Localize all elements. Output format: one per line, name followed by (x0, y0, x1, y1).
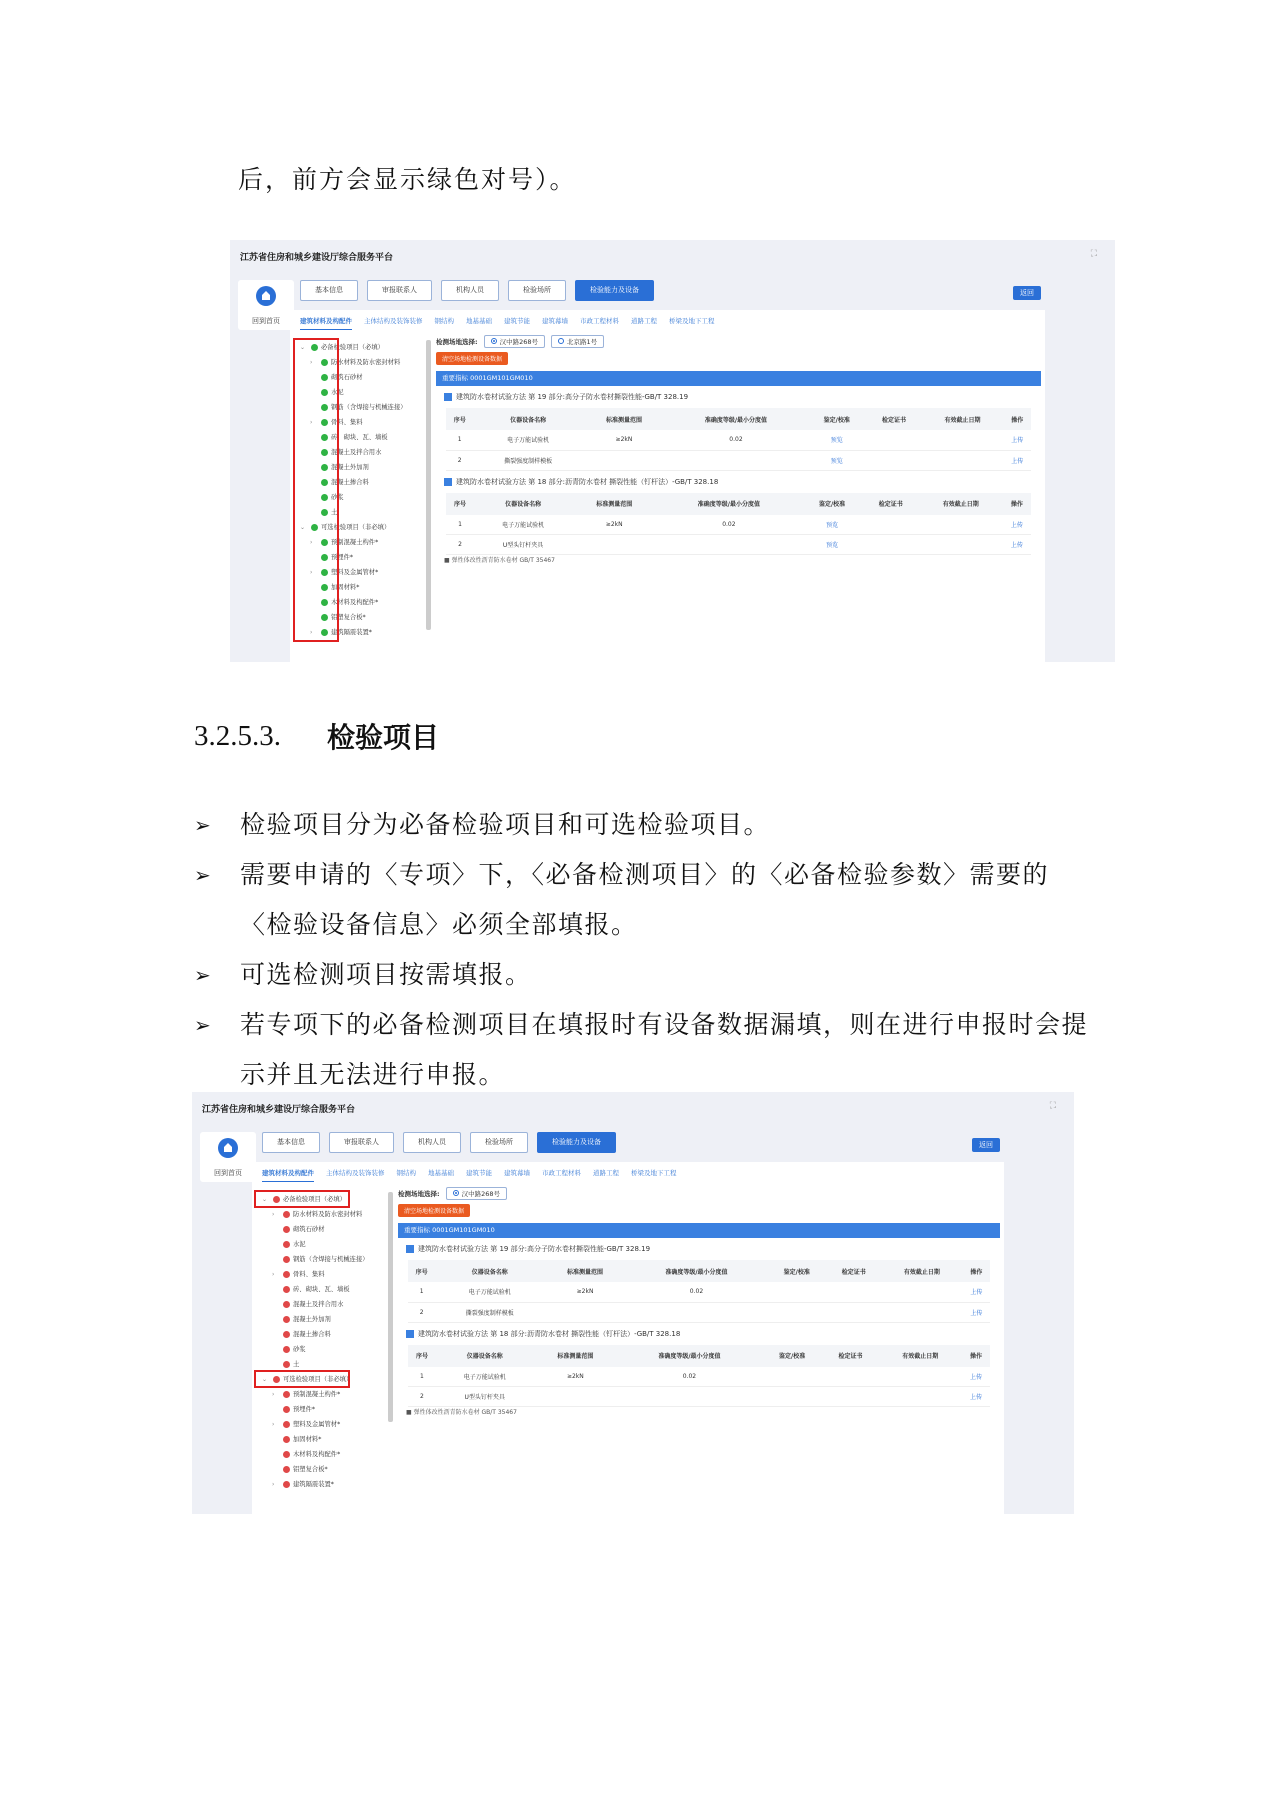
next-standard: ■ 弹性体改性沥青防水卷材 GB/T 35467 (444, 557, 555, 564)
upload-link[interactable]: 上传 (1003, 535, 1031, 555)
column-header: 序号 (408, 1345, 436, 1367)
error-icon (283, 1211, 290, 1218)
error-icon (283, 1436, 290, 1443)
tree-item[interactable] (262, 1252, 387, 1267)
home-button[interactable] (200, 1132, 256, 1182)
list-icon (444, 393, 452, 401)
column-header: 检定证书 (863, 493, 919, 515)
tree-item-label: 砌筑石砂材 (331, 374, 363, 381)
tree-item-label: 钢筋（含焊接与机械连接） (293, 1256, 369, 1263)
preview-link[interactable]: 预览 (802, 535, 863, 555)
error-icon (283, 1361, 290, 1368)
table-cell: 0.02 (617, 1367, 762, 1387)
column-header: 鉴定/校准 (762, 1345, 823, 1367)
error-icon (283, 1271, 290, 1278)
bullet-item: ➢ 可选检测项目按需填报。 (194, 950, 1094, 1000)
subtab-energy[interactable]: 建筑节能 (466, 1169, 492, 1177)
standard-title: 建筑防水卷材试验方法 第 18 部分:沥青防水卷材 撕裂性能（钉杆法）-GB/T 328.18 (436, 471, 1041, 493)
column-header: 鉴定/校准 (807, 408, 867, 430)
table-cell (826, 1282, 880, 1302)
table-cell: 1 (408, 1367, 436, 1387)
chevron-icon[interactable]: › (310, 569, 313, 576)
subtab-bridge[interactable]: 桥梁及地下工程 (669, 317, 715, 325)
preview-link[interactable]: 预览 (802, 515, 863, 535)
column-header: 序号 (408, 1260, 435, 1282)
column-header: 仪器设备名称 (473, 408, 583, 430)
table-cell (534, 1387, 618, 1407)
column-header: 准确度等级/最小分度值 (665, 408, 807, 430)
tree-item-label: 塑料及金属管材* (293, 1421, 341, 1428)
table-cell (767, 1282, 826, 1302)
clear-data-button[interactable]: 清空场地检测设备数据 (398, 1204, 470, 1217)
table-cell (867, 430, 922, 450)
site-option-1[interactable]: 汉中路268号 (484, 335, 545, 348)
home-label: 回到首页 (252, 317, 280, 325)
tree-item-label: 预制混凝土构件* (331, 539, 379, 546)
chevron-icon[interactable]: › (310, 359, 313, 366)
chevron-icon[interactable]: ⌄ (300, 344, 306, 351)
column-header: 准确度等级/最小分度值 (617, 1345, 762, 1367)
tree-item-label: 砖、砌块、瓦、墙板 (293, 1286, 350, 1293)
subtab-curtain-wall[interactable]: 建筑幕墙 (504, 1169, 530, 1177)
list-icon (444, 478, 452, 486)
equipment-table (408, 1345, 990, 1408)
column-header: 鉴定/校准 (767, 1260, 826, 1282)
tree-item-label: 预埋件* (331, 554, 354, 561)
tree-item[interactable] (262, 1342, 387, 1357)
tree-item-label: 必备检验项目（必填） (321, 344, 384, 351)
preview-link[interactable]: 预览 (807, 430, 867, 450)
table-cell: 0.02 (665, 430, 807, 450)
table-cell (665, 450, 807, 470)
tree-item-label: 加固材料* (331, 584, 360, 591)
tab-contact[interactable]: 审报联系人 (367, 280, 432, 301)
table-cell: U型头钉杆夹具 (436, 1387, 534, 1407)
subtab-municipal[interactable]: 市政工程材料 (580, 317, 619, 325)
error-icon (283, 1406, 290, 1413)
chevron-icon[interactable]: › (272, 1391, 275, 1398)
chevron-icon[interactable]: › (272, 1421, 275, 1428)
tab-staff[interactable]: 机构人员 (441, 280, 499, 301)
bullet-list (194, 800, 1094, 1100)
tree-item[interactable] (262, 1462, 387, 1477)
error-icon (283, 1301, 290, 1308)
tree-item[interactable] (262, 1222, 387, 1237)
error-icon (283, 1421, 290, 1428)
tab-contact[interactable]: 审报联系人 (329, 1132, 394, 1153)
column-header: 标准测量范围 (544, 1260, 626, 1282)
tree-item[interactable] (262, 1477, 387, 1492)
table-cell (881, 1302, 963, 1322)
tree-item-label: 建筑隔震装置* (331, 629, 372, 636)
table-cell (544, 1302, 626, 1322)
standard-title: 建筑防水卷材试验方法 第 18 部分:沥青防水卷材 撕裂性能（钉杆法）-GB/T 328.18 (398, 1323, 1000, 1345)
tree-item[interactable] (262, 1267, 387, 1282)
table-cell: ≥2kN (583, 430, 665, 450)
chevron-icon[interactable]: ⌄ (300, 524, 306, 531)
home-icon (218, 1138, 238, 1158)
arrow-icon: ➢ (194, 863, 213, 887)
column-header: 有效截止日期 (919, 493, 1003, 515)
tab-site[interactable]: 检验场所 (508, 280, 566, 301)
expand-icon[interactable]: ⛶ (1049, 1101, 1056, 1111)
error-icon (283, 1391, 290, 1398)
tree-item-label: 木材料及构配件* (331, 599, 379, 606)
subtab-foundation[interactable]: 地基基础 (428, 1169, 454, 1177)
site-label: 检测场地选择: (398, 1189, 440, 1198)
chevron-icon[interactable]: ⌄ (262, 1196, 268, 1203)
table-cell (762, 1367, 823, 1387)
subtab-building-materials[interactable]: 建筑材料及构配件 (262, 1168, 314, 1182)
tree-item[interactable] (262, 1432, 387, 1447)
subtab-bridge[interactable]: 桥梁及地下工程 (631, 1169, 677, 1177)
error-icon (283, 1481, 290, 1488)
subtab-curtain-wall[interactable]: 建筑幕墙 (542, 317, 568, 325)
table-cell: 撕裂强度制样模板 (435, 1302, 544, 1322)
screenshot-2 (192, 1092, 1074, 1514)
column-header: 操作 (962, 1345, 990, 1367)
content-panel (252, 1162, 1004, 1514)
table-cell (626, 1302, 767, 1322)
platform-title: 江苏省住房和城乡建设厅综合服务平台 (240, 252, 394, 263)
error-icon (283, 1286, 290, 1293)
tree-item-label: 骨料、集料 (293, 1271, 325, 1278)
tree-item-label: 预制混凝土构件* (293, 1391, 341, 1398)
upload-link[interactable]: 上传 (962, 1387, 990, 1407)
column-header: 鉴定/校准 (802, 493, 863, 515)
column-header: 有效截止日期 (921, 408, 1003, 430)
top-tabs (262, 1132, 616, 1153)
arrow-icon: ➢ (194, 813, 213, 837)
tree-item-label: 砂浆 (293, 1346, 306, 1353)
table-cell (863, 515, 919, 535)
sub-tabs (262, 1168, 677, 1182)
bullet-item: ➢ 检验项目分为必备检验项目和可选检验项目。 (194, 800, 1094, 850)
tree-item[interactable] (262, 1282, 387, 1297)
subtab-building-materials[interactable]: 建筑材料及构配件 (300, 316, 352, 330)
tree-item-label: 混凝土掺合料 (331, 479, 369, 486)
error-icon (283, 1346, 290, 1353)
tree-item-label: 木材料及构配件* (293, 1451, 341, 1458)
standard-title: 建筑防水卷材试验方法 第 19 部分:高分子防水卷材撕裂性能-GB/T 328.19 (436, 386, 1041, 408)
intro-line: 后，前方会显示绿色对号）。 (238, 165, 577, 194)
table-cell: U型头钉杆夹具 (474, 535, 572, 555)
table-cell: ≥2kN (572, 515, 656, 535)
table-cell: 0.02 (656, 515, 801, 535)
tree-item[interactable] (262, 1297, 387, 1312)
tree-item-label: 砖、砌块、瓦、墙板 (331, 434, 388, 441)
tree-item-label: 防水材料及防水密封材料 (293, 1211, 363, 1218)
error-icon (283, 1466, 290, 1473)
table-cell (617, 1387, 762, 1407)
tab-staff[interactable]: 机构人员 (403, 1132, 461, 1153)
tree-scrollbar[interactable] (388, 1192, 393, 1422)
table-row (408, 1367, 990, 1387)
arrow-icon: ➢ (194, 1013, 213, 1037)
table-row (446, 430, 1031, 450)
tree-item[interactable] (262, 1387, 387, 1402)
top-tabs (300, 280, 654, 301)
table-cell: 2 (446, 450, 473, 470)
tree-item-label: 砌筑石砂材 (293, 1226, 325, 1233)
column-header: 标准测量范围 (583, 408, 665, 430)
tab-site[interactable]: 检验场所 (470, 1132, 528, 1153)
site-option-2[interactable]: 北京路1号 (551, 335, 604, 348)
error-icon (283, 1451, 290, 1458)
clear-data-button[interactable]: 清空场地检测设备数据 (436, 352, 508, 365)
tree-item[interactable] (262, 1312, 387, 1327)
table-cell (823, 1367, 879, 1387)
tree-item-label: 可选检验项目（非必填） (321, 524, 391, 531)
tab-capability[interactable]: 检验能力及设备 (575, 280, 654, 301)
highlight-box-required (254, 1190, 350, 1208)
tree-item[interactable] (262, 1447, 387, 1462)
column-header: 准确度等级/最小分度值 (656, 493, 801, 515)
table-cell (921, 430, 1003, 450)
section-number: 3.2.5.3. (194, 719, 281, 752)
tree-item[interactable] (262, 1327, 387, 1342)
tree-item-label: 塑料及金属管材* (331, 569, 379, 576)
subtab-energy[interactable]: 建筑节能 (504, 317, 530, 325)
column-header: 序号 (446, 493, 474, 515)
chevron-icon[interactable]: › (310, 539, 313, 546)
table-cell (826, 1302, 880, 1322)
tree-item-label: 水泥 (331, 389, 344, 396)
screenshot-1 (230, 240, 1115, 662)
tree-item[interactable] (262, 1417, 387, 1432)
standard-title: 建筑防水卷材试验方法 第 19 部分:高分子防水卷材撕裂性能-GB/T 328.19 (398, 1238, 1000, 1260)
table-cell: 2 (408, 1387, 436, 1407)
table-cell (762, 1387, 823, 1407)
chevron-icon[interactable]: › (272, 1211, 275, 1218)
tree-item[interactable] (262, 1237, 387, 1252)
table-cell: 2 (408, 1302, 435, 1322)
chevron-icon[interactable]: › (272, 1271, 275, 1278)
upload-link[interactable]: 上传 (1003, 515, 1031, 535)
site-selector (398, 1186, 1000, 1200)
column-header: 标准测量范围 (534, 1345, 618, 1367)
subtab-steel[interactable]: 钢结构 (396, 1169, 416, 1177)
table-cell (921, 450, 1003, 470)
upload-link[interactable]: 上传 (963, 1282, 990, 1302)
tree-scrollbar[interactable] (426, 340, 431, 630)
subtab-municipal[interactable]: 市政工程材料 (542, 1169, 581, 1177)
tree-item-label: 钢筋（含焊接与机械连接） (331, 404, 407, 411)
content-panel (290, 310, 1045, 662)
subtab-structure[interactable]: 主体结构及装饰装修 (364, 317, 423, 325)
tree-item-label: 可选检验项目（非必填） (283, 1376, 353, 1383)
table-cell: 电子万能试验机 (473, 430, 583, 450)
chevron-icon[interactable]: › (272, 1481, 275, 1488)
list-icon (406, 1330, 414, 1338)
tree-item-label: 铝塑复合板* (293, 1466, 328, 1473)
tree-item[interactable] (262, 1207, 387, 1222)
bullet-item: ➢ 若专项下的必备检测项目在填报时有设备数据漏填，则在进行申报时会提示并且无法进行申报。 (194, 1000, 1094, 1100)
table-row (408, 1282, 990, 1302)
code-bar: 重要指标 0001GM101GM010 (436, 371, 1041, 386)
tree-item[interactable] (262, 1402, 387, 1417)
tree-item-label: 土 (293, 1361, 300, 1368)
chevron-icon[interactable]: › (310, 629, 313, 636)
column-header: 有效截止日期 (878, 1345, 962, 1367)
bullet-item: ➢ 需要申请的〈专项〉下，〈必备检测项目〉的〈必备检验参数〉需要的〈检验设备信息〉必须全部填报。 (194, 850, 1094, 950)
arrow-icon: ➢ (194, 963, 213, 987)
table-cell: 电子万能试验机 (435, 1282, 544, 1302)
tree-item-label: 必备检验项目（必填） (283, 1196, 346, 1203)
tree-item-label: 混凝土外加剂 (293, 1316, 331, 1323)
tree-item-label: 骨料、集料 (331, 419, 363, 426)
detail-area (398, 1186, 1000, 1514)
tree-item-label: 建筑隔震装置* (293, 1481, 334, 1488)
tab-capability[interactable]: 检验能力及设备 (537, 1132, 616, 1153)
radio-checked-icon (491, 338, 497, 344)
column-header: 准确度等级/最小分度值 (626, 1260, 767, 1282)
highlight-box (293, 338, 339, 642)
table-cell (867, 450, 922, 470)
tree-item-label: 混凝土外加剂 (331, 464, 369, 471)
highlight-box-optional (254, 1370, 353, 1388)
column-header: 序号 (446, 408, 473, 430)
section-heading (194, 716, 439, 756)
table-cell (823, 1387, 879, 1407)
tree-item-label: 水泥 (293, 1241, 306, 1248)
site-selector (436, 334, 1041, 348)
radio-icon (558, 338, 564, 344)
equipment-table (408, 1260, 990, 1323)
table-cell (863, 535, 919, 555)
column-header: 仪器设备名称 (474, 493, 572, 515)
home-icon (256, 286, 276, 306)
next-standard: ■ 弹性体改性沥青防水卷材 GB/T 35467 (406, 1409, 517, 1416)
subtab-steel[interactable]: 钢结构 (434, 317, 454, 325)
back-button[interactable]: 返回 (1013, 286, 1041, 300)
table-cell: 2 (446, 535, 474, 555)
upload-link[interactable]: 上传 (962, 1367, 990, 1387)
table-cell (656, 535, 801, 555)
table-cell (583, 450, 665, 470)
table-row (408, 1302, 990, 1322)
table-cell (881, 1282, 963, 1302)
column-header: 检定证书 (823, 1345, 879, 1367)
tree-item-label: 防水材料及防水密封材料 (331, 359, 401, 366)
preview-link[interactable]: 预览 (807, 450, 867, 470)
table-row (446, 535, 1031, 555)
home-label: 回到首页 (214, 1169, 242, 1177)
table-cell: ≥2kN (544, 1282, 626, 1302)
table-cell (572, 535, 656, 555)
tree-item-label: 预埋件* (293, 1406, 316, 1413)
table-cell: ≥2kN (534, 1367, 618, 1387)
platform-title: 江苏省住房和城乡建设厅综合服务平台 (202, 1104, 356, 1115)
column-header: 操作 (1003, 493, 1031, 515)
tree-item-label: 混凝土掺合料 (293, 1331, 331, 1338)
subtab-foundation[interactable]: 地基基础 (466, 317, 492, 325)
subtab-road[interactable]: 道路工程 (631, 317, 657, 325)
tab-basic-info[interactable]: 基本信息 (262, 1132, 320, 1153)
subtab-structure[interactable]: 主体结构及装饰装修 (326, 1169, 385, 1177)
upload-link[interactable]: 上传 (963, 1302, 990, 1322)
equipment-table (446, 408, 1031, 471)
upload-link[interactable]: 上传 (1004, 450, 1031, 470)
table-cell (919, 515, 1003, 535)
sub-tabs (300, 316, 715, 330)
table-cell: 电子万能试验机 (436, 1367, 534, 1387)
chevron-icon[interactable]: ⌄ (262, 1376, 268, 1383)
table-cell: 0.02 (626, 1282, 767, 1302)
tree-item-label: 砂浆 (331, 494, 344, 501)
column-header: 操作 (1004, 408, 1031, 430)
column-header: 仪器设备名称 (436, 1345, 534, 1367)
error-icon (283, 1256, 290, 1263)
upload-link[interactable]: 上传 (1004, 430, 1031, 450)
detail-area (436, 334, 1041, 662)
table-cell (878, 1387, 962, 1407)
error-icon (283, 1316, 290, 1323)
chevron-icon[interactable]: › (310, 419, 313, 426)
table-cell: 撕裂强度制样模板 (473, 450, 583, 470)
list-icon (406, 1245, 414, 1253)
error-icon (283, 1241, 290, 1248)
table-row (446, 515, 1031, 535)
code-bar: 重要指标 0001GM101GM010 (398, 1223, 1000, 1238)
column-header: 检定证书 (826, 1260, 880, 1282)
column-header: 仪器设备名称 (435, 1260, 544, 1282)
table-cell: 电子万能试验机 (474, 515, 572, 535)
table-cell: 1 (446, 515, 474, 535)
tab-basic-info[interactable]: 基本信息 (300, 280, 358, 301)
tree-item-label: 铝塑复合板* (331, 614, 366, 621)
table-cell (767, 1302, 826, 1322)
expand-icon[interactable]: ⛶ (1090, 249, 1097, 259)
column-header: 检定证书 (867, 408, 922, 430)
tree-item-label: 混凝土及拌合用水 (293, 1301, 344, 1308)
error-icon (283, 1331, 290, 1338)
project-tree (262, 1192, 387, 1492)
subtab-road[interactable]: 道路工程 (593, 1169, 619, 1177)
table-cell (878, 1367, 962, 1387)
site-option-1[interactable]: 汉中路268号 (446, 1187, 507, 1200)
tree-item-label: 土 (331, 509, 338, 516)
table-cell: 1 (408, 1282, 435, 1302)
column-header: 有效截止日期 (881, 1260, 963, 1282)
site-label: 检测场地选择: (436, 337, 478, 346)
back-button[interactable]: 返回 (972, 1138, 1000, 1152)
equipment-table (446, 493, 1031, 556)
tree-item-label: 加固材料* (293, 1436, 322, 1443)
home-button[interactable] (238, 280, 294, 330)
column-header: 标准测量范围 (572, 493, 656, 515)
table-row (446, 450, 1031, 470)
table-row (408, 1387, 990, 1407)
column-header: 操作 (963, 1260, 990, 1282)
section-title: 检验项目 (327, 721, 440, 754)
radio-checked-icon (453, 1190, 459, 1196)
table-cell: 1 (446, 430, 473, 450)
error-icon (283, 1226, 290, 1233)
tree-item-label: 混凝土及拌合用水 (331, 449, 382, 456)
table-cell (919, 535, 1003, 555)
